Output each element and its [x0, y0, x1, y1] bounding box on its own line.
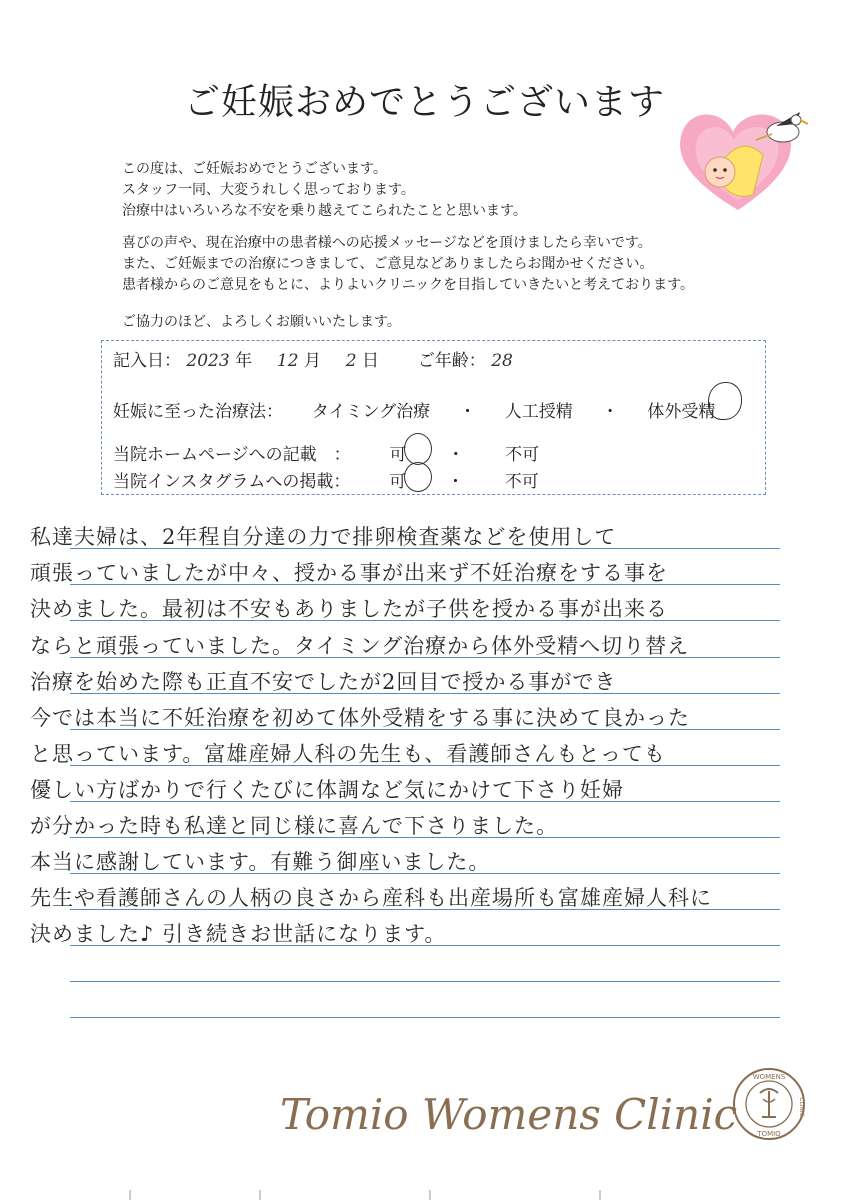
instagram-label: 当院インスタグラムへの掲載： — [113, 472, 351, 492]
clinic-logo-text: Tomio Womens Clinic — [280, 1090, 738, 1139]
instagram-option-yes: 可 — [389, 472, 407, 492]
message-line: 先生や看護師さんの人柄の良さから産科も出産場所も富雄産婦人科に — [30, 886, 712, 910]
message-line: ならと頑張っていました。タイミング治療から体外受精へ切り替え — [30, 634, 690, 658]
intro-line: また、ご妊娠までの治療につきまして、ご意見などありましたらお聞かせください。 — [122, 256, 654, 272]
intro-line: ご協力のほど、よろしくお願いいたします。 — [122, 314, 401, 330]
intro-line: スタッフ一同、大変うれしく思っております。 — [122, 182, 415, 198]
treatment-option-iui: 人工授精 — [504, 402, 573, 422]
separator: ・ — [601, 402, 619, 422]
homepage-option-yes: 可 — [389, 445, 407, 465]
svg-text:CLINIC: CLINIC — [798, 1097, 805, 1117]
message-line: 決めました。最初は不安もありましたが子供を授かる事が出来る — [30, 597, 668, 621]
year-value: 2023 — [186, 351, 230, 371]
clinic-seal-icon — [730, 1065, 808, 1143]
treatment-label: 妊娠に至った治療法： — [113, 402, 283, 422]
ruled-line — [70, 981, 780, 982]
intro-line: 喜びの声や、現在治療中の患者様への応援メッセージなどを頂けましたら幸いです。 — [122, 235, 652, 251]
svg-text:WOMENS: WOMENS — [752, 1073, 786, 1081]
separator: ・ — [458, 402, 476, 422]
intro-line: この度は、ご妊娠おめでとうございます。 — [122, 161, 387, 177]
message-line: 治療を始めた際も正直不安でしたが2回目で授かる事ができ — [30, 670, 617, 694]
separator: ・ — [446, 472, 464, 492]
instagram-option-no: 不可 — [504, 472, 539, 492]
message-line: 頑張っていましたが中々、授かる事が出来ず不妊治療をする事を — [30, 561, 668, 585]
intro-line: 患者様からのご意見をもとに、よりよいクリニックを目指していきたいと考えております。 — [122, 277, 695, 293]
homepage-option-no: 不可 — [505, 445, 540, 465]
message-line: 本当に感謝しています。有難う御座いました。 — [30, 850, 491, 874]
month-value: 12 — [276, 351, 299, 371]
bottom-edge-marks — [0, 1186, 849, 1200]
age-value: 28 — [491, 351, 513, 371]
age-label: ご年齢： — [417, 351, 486, 371]
date-label: 記入日： — [113, 351, 181, 371]
message-line: と思っています。富雄産婦人科の先生も、看護師さんもとっても — [30, 742, 666, 766]
treatment-option-ivf: 体外受精 — [647, 402, 716, 422]
year-unit: 年 — [235, 351, 253, 371]
message-line: 決めました♪ 引き続きお世話になります。 — [30, 922, 447, 946]
month-unit: 月 — [303, 351, 321, 371]
message-line: 私達夫婦は、2年程自分達の力で排卵検査薬などを使用して — [30, 525, 617, 549]
svg-text:TOMIO: TOMIO — [757, 1130, 781, 1138]
intro-line: 治療中はいろいろな不安を乗り越えてこられたことと思います。 — [122, 203, 527, 219]
message-line: が分かった時も私達と同じ様に喜んで下さりました。 — [30, 814, 558, 838]
page-title: ご妊娠おめでとうございます — [183, 82, 665, 123]
message-line: 優しい方ばかりで行くたびに体調など気にかけて下さり妊婦 — [30, 778, 624, 802]
ruled-line — [70, 1017, 780, 1018]
message-line: 今では本当に不妊治療を初めて体外受精をする事に決めて良かった — [30, 706, 690, 730]
separator: ・ — [447, 445, 465, 465]
treatment-option-timing: タイミング治療 — [311, 402, 431, 422]
homepage-label: 当院ホームページへの記載 ： — [113, 445, 351, 465]
day-unit: 日 — [361, 351, 379, 371]
day-value: 2 — [345, 351, 357, 371]
